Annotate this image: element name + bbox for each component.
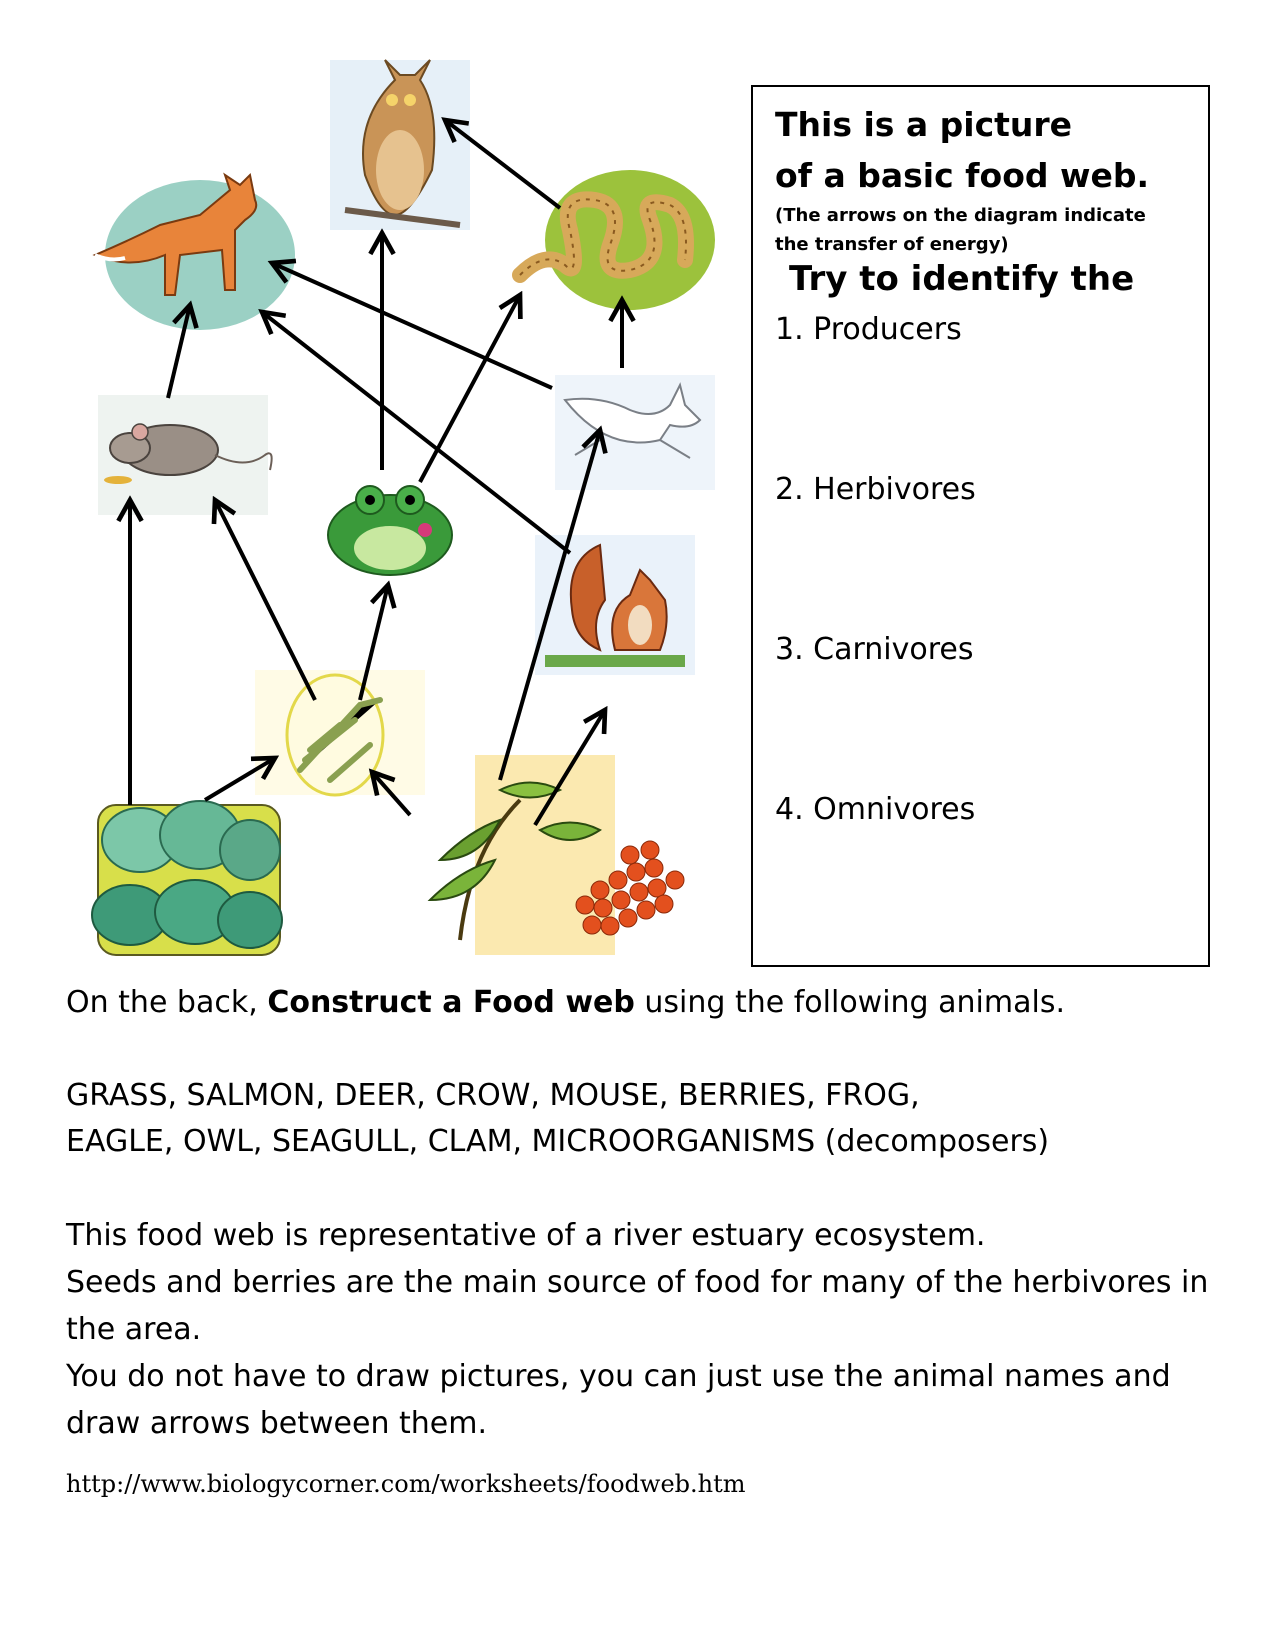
fox-icon [95, 175, 295, 330]
panel-note: (The arrows on the diagram indicate the transfer of energy) [775, 205, 1146, 255]
panel-prompt: Try to identify the [789, 259, 1135, 299]
item-carnivores: 3. Carnivores [775, 632, 974, 667]
item-herbivores: 2. Herbivores [775, 472, 976, 507]
mouse-icon [98, 395, 272, 515]
description-line-2: Seeds and berries are the main source of food for many of the herbivores in the area. [66, 1265, 1209, 1347]
item-producers: 1. Producers [775, 312, 962, 347]
source-url: http://www.biologycorner.com/worksheets/foodweb.htm [66, 1470, 746, 1498]
owl-icon [330, 60, 470, 230]
description-line-3: You do not have to draw pictures, you can just use the animal names and draw arrows between them. [66, 1359, 1171, 1441]
arrow-rabbit-to-fox [272, 263, 552, 388]
snake-icon [520, 170, 715, 310]
description-paragraph [66, 1212, 1226, 1447]
grasshopper-icon [255, 670, 425, 795]
frog-icon [328, 486, 452, 575]
food-web-diagram [0, 0, 740, 960]
question-panel [751, 85, 1210, 967]
rabbit-icon [555, 375, 715, 490]
species-list-line-1: GRASS, SALMON, DEER, CROW, MOUSE, BERRIES, FROG, [66, 1078, 920, 1113]
squirrel-icon [535, 535, 695, 675]
arrow-frog-to-snake [420, 295, 520, 482]
instruction-line: On the back, Construct a Food web using the following animals. [66, 985, 1065, 1020]
instruction-emphasis: Construct a Food web [267, 985, 635, 1020]
panel-title: This is a picture of a basic food web. [775, 105, 1150, 195]
species-list-line-2: EAGLE, OWL, SEAGULL, CLAM, MICROORGANISMS (decomposers) [66, 1124, 1050, 1159]
leafy-plant-icon [92, 801, 282, 955]
item-omnivores: 4. Omnivores [775, 792, 976, 827]
description-line-1: This food web is representative of a river estuary ecosystem. [66, 1218, 986, 1253]
berry-branch-icon [430, 755, 684, 955]
